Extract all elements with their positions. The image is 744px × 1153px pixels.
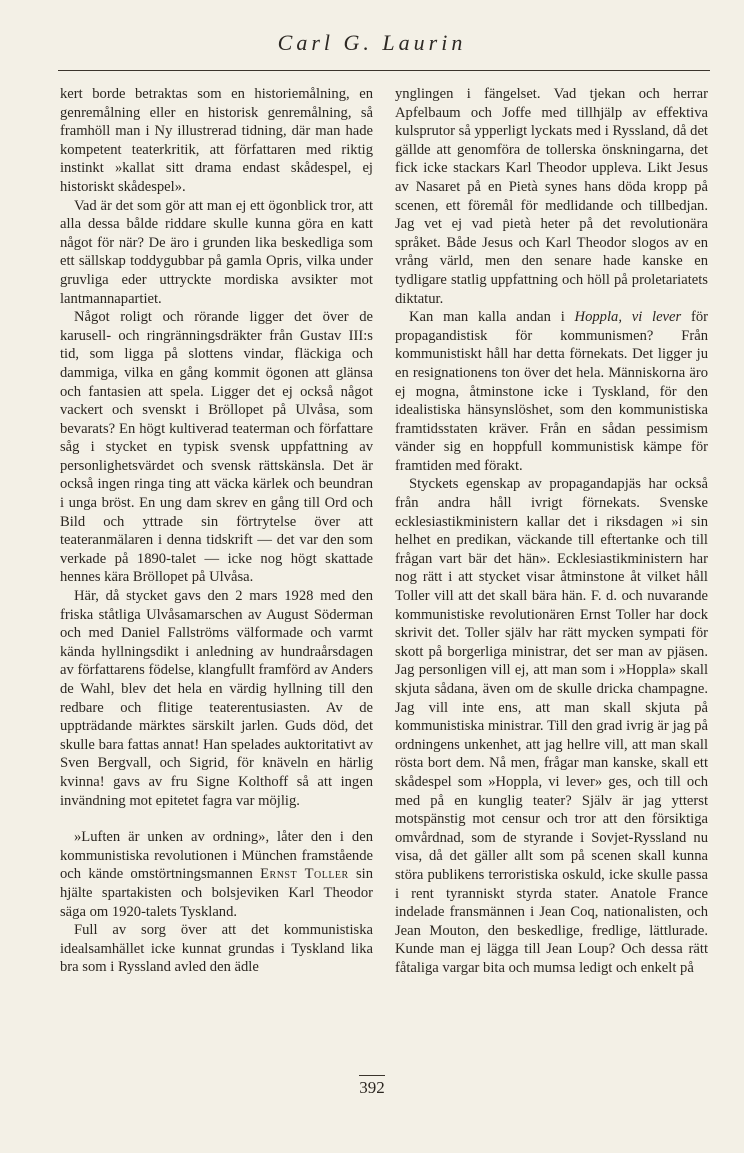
paragraph-text: Kan man kalla andan i bbox=[409, 309, 565, 326]
paragraph bbox=[60, 828, 373, 921]
running-header: Carl G. Laurin bbox=[277, 30, 467, 55]
paragraph-text: »Luften är unken av ordning», låter den i den kommunistiska revolutionen i München framstående och kände omstörtningsmannen bbox=[60, 829, 373, 883]
paragraph: Något roligt och rörande ligger det över de karusell- och ringränningsdräkter från Gustav III:s tid, som ligga på slottens vindar, fläckiga och dammiga, vilka en gång kommit ögonen att glänsa och fantasien att spela. Ligger det ej också något vackert och svenskt i Bröllopet på Ulvåsa, som bevarats? En högt kultiverad teaterman och författare såg i stycket en typisk svensk uppfattning av personlighetsvärdet och svensk rättskänsla. Det är också ingen ringa ting att väcka kärlek och beundran i unga bröst. En ung dam skrev en gång till Ord och Bild och yttrade sin förtrytelse över att teateranmälaren i denna tidskrift — det var den som verkade på 1890-talet — icke nog högt skattade hennes kära Bröllopet på Ulvåsa. bbox=[60, 309, 373, 586]
header-rule bbox=[58, 70, 710, 71]
play-title: Hoppla, vi lever bbox=[574, 309, 682, 326]
paragraph-text: för propagandistisk för kommunismen? Från kommunistiskt håll har detta förnekats. Det ligger ju en resignationens ton över det hela. Människorna äro ej mogna, åtminstone icke i Tyskland, för den idealistiska hänsynslöshet, som den kommunistiska framtidsstaten kräver. Från en sådan pessimism vänder sig en hoppfull kommunistisk kämpe för framtiden med förakt. bbox=[395, 309, 708, 474]
paragraph: Full av sorg över att det kommunistiska idealsamhället icke kunnat grundas i Tyskland lika bra som i Ryssland avled den ädle bbox=[60, 922, 373, 976]
paragraph-text: sin hjälte spartakisten och bolsjeviken Karl Theodor säga om 1920-talets Tyskland. bbox=[60, 866, 374, 920]
left-column bbox=[60, 85, 373, 977]
author-name: Ernst Toller bbox=[260, 866, 349, 883]
paragraph: Styckets egenskap av propagandapjäs har också från andra håll ivrigt förnekats. Svenske ecklesiastikministern kallar det i riksdagen »i sin helhet en predikan, väckande till eftertanke och till frågan vart bär det hän». Ecklesiastikministern har nog rätt i att stycket visar åtminstone åt vilket håll Toller vill att det skall bära hän. F. d. och nuvarande kommunistiske revolutionären Ernst Toller har dock skrivit det. Toller själv har rätt mycken sympati för skott på borgerliga ministrar, det ser man av pjäsen. Jag personligen vill ej, att man som i »Hoppla» skall skjuta sådana, även om de skulle dricka champagne. Jag vill inte ens, att man skall skjuta på kommunistiska ministrar. Till den grad ivrig är jag på ordningens unkenhet, att jag hellre vill, att man skall rösta bort dem. Nå men, frågar man kanske, skall ett skådespel som »Hoppla, vi lever» ges, och till och med på en kunglig teater? Själv är jag ytterst motspänstig mot censur och tror att den försiktiga omvårdnad, som de styrande i Sovjet-Ryssland nu visa, då det gäller allt som på scenen skall kunna störa publikens terroristiska oskuld, icke skulle passa i rent tyranniskt styrda stater. Anatole France indelade fransmännen i Jean Coq, nationalisten, och Jean Mouton, den beskedlige, fredlige, lättlurade. Kunde man ej lägga till Jean Loup? Och dessa rätt fåtaliga vargar bita och mumsa ledigt och enkelt på bbox=[395, 476, 708, 976]
paragraph: Här, då stycket gavs den 2 mars 1928 med den friska ståtliga Ulvåsamarschen av August Söderman och med Daniel Fallströms välformade och varmt kända hyllningsdikt i anledning av hundraårsdagen av författarens födelse, klangfullt framförd av Anders de Wahl, blev det hela en värdig hyllning till den redbare och flitige teaterentusiasten. Av de uppträdande märktes särskilt jarlen. Guds död, det skulle bara fattas annat! Han spelades auktoritativt av Sven Bergvall, och Sigrid, för knäveln en härlig kvinna! gavs av fru Signe Kolthoff så att ingen invändning mot epitetet fagra var möjlig. bbox=[60, 588, 373, 809]
page-number bbox=[0, 1078, 744, 1098]
paragraph: ynglingen i fängelset. Vad tjekan och herrar Apfelbaum och Joffe med tillhjälp av effektiva kulsprutor så ypperligt lyckats med i Ryssland, då det gällde att genomföra de tollerska önskningarna, det fick icke stackars Karl Theodor uppleva. Likt Jesus av Nasaret på en Pietà synes hans döda kropp på scenen, ett föremål för medlidande och tillbedjan. Jag vet ej vad pietà heter på det revolutionära språket. Både Jesus och Karl Theodor slogos av en vrång värld, men den senare hade kanske en tydligare statlig uppfattning och höll på proletariatets diktatur. bbox=[395, 86, 708, 307]
page-number-text: 392 bbox=[359, 1075, 385, 1097]
paragraph: Vad är det som gör att man ej ett ögonblick tror, att alla dessa bålde riddare skulle kunna göra en katt något för när? De äro i grunden lika beskedliga som ett sällskap toddygubbar på gamla Opris, vilka under gruvliga eder uttryckte mordiska avsikter mot lantmannapartiet. bbox=[60, 197, 373, 307]
paragraph bbox=[395, 308, 708, 475]
paragraph: kert borde betraktas som en historiemålning, en genremålning eller en historisk genremålning, så framhöll man i Ny illustrerad tidning, där man hade kompetent teaterkritik, att författaren med riktig instinkt »kallat sitt drama endast skådespel, ej historiskt skådespel». bbox=[60, 86, 373, 195]
right-column bbox=[395, 85, 708, 978]
